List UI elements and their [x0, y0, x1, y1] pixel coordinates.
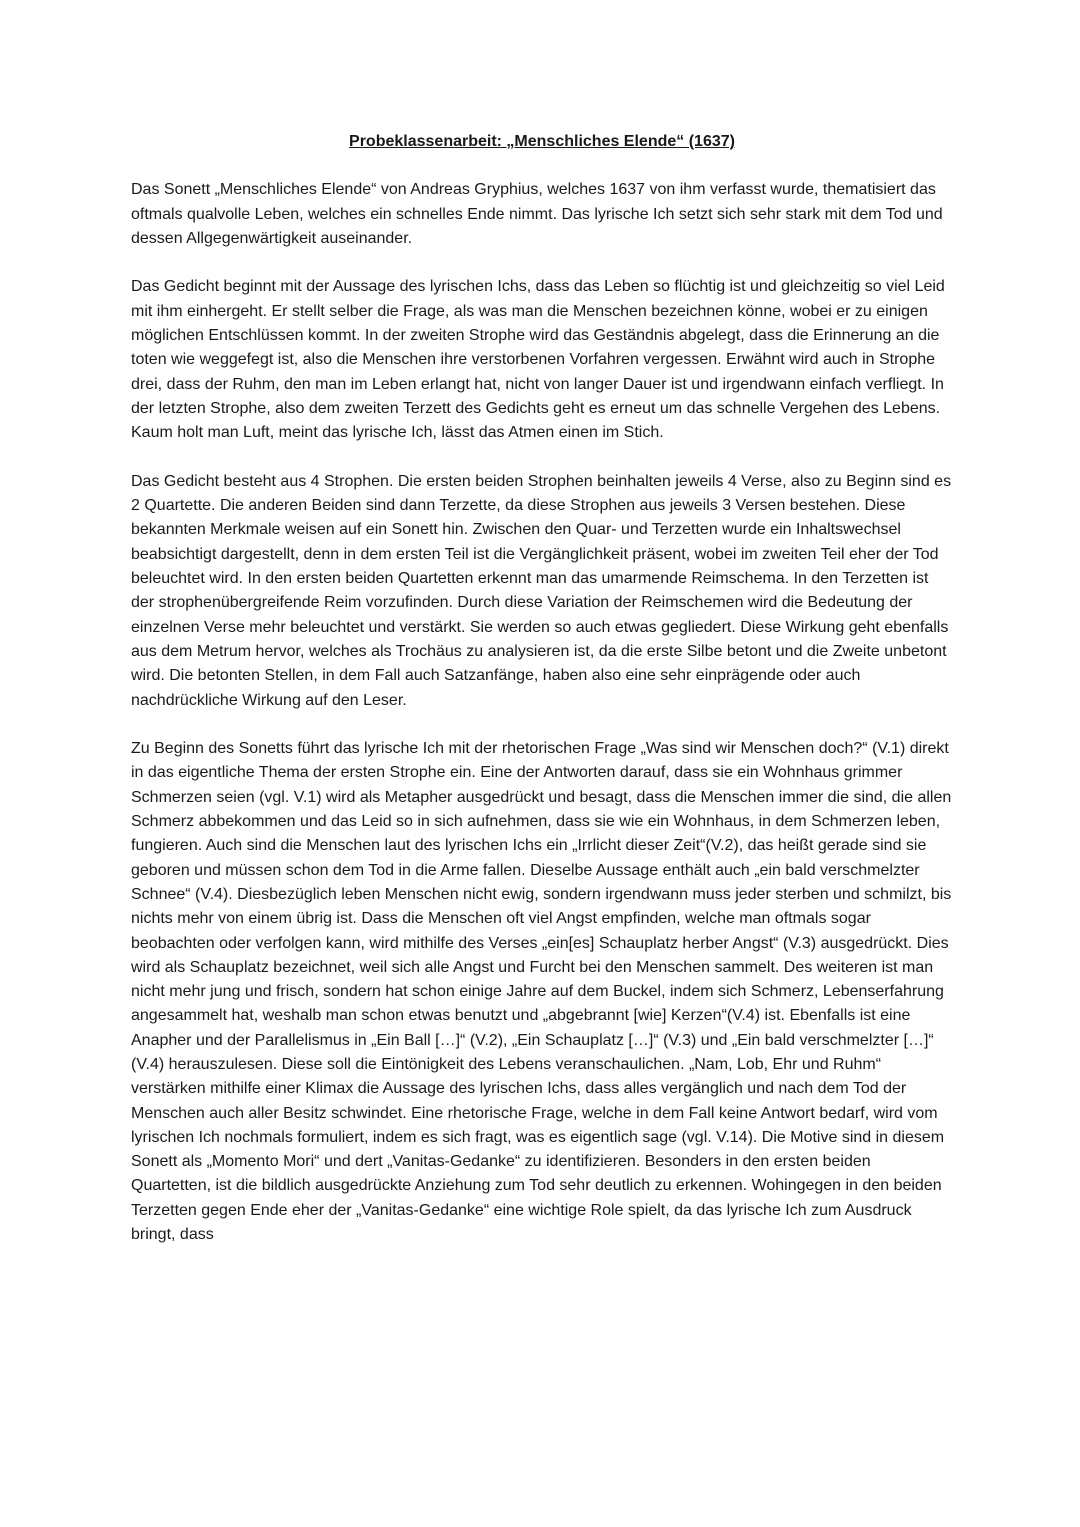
paragraph-content-summary: Das Gedicht beginnt mit der Aussage des lyrischen Ichs, dass das Leben so flüchtig ist und gleichzeitig so viel Leid mit ihm einhergeht. Er stellt selber die Frage, als was man die Menschen bezeichnen könne, wobei er zu einigen möglichen Entschlüssen kommt. In der zweiten Strophe wird das Geständnis abgelegt, dass die Erinnerung an die toten wie weggefegt ist, also die Menschen ihre verstorbenen Vorfahren vergessen. Erwähnt wird auch in Strophe drei, dass der Ruhm, den man im Leben erlangt hat, nicht von langer Dauer ist und irgendwann einfach verfliegt. In der letzten Strophe, also dem zweiten Terzett des Gedichts geht es erneut um das schnelle Vergehen des Lebens. Kaum holt man Luft, meint das lyrische Ich, lässt das Atmen einen im Stich. [131, 278, 945, 442]
document-title: Probeklassenarbeit: „Menschliches Elende“ (1637) [349, 133, 735, 150]
paragraph-introduction: Das Sonett „Menschliches Elende“ von Andreas Gryphius, welches 1637 von ihm verfasst wurde, thematisiert das oftmals qualvolle Leben, welches ein schnelles Ende nimmt. Das lyrische Ich setzt sich sehr stark mit dem Tod und dessen Allgegenwärtigkeit auseinander. [131, 181, 943, 247]
paragraph-form-analysis: Das Gedicht besteht aus 4 Strophen. Die ersten beiden Strophen beinhalten jeweils 4 Verse, also zu Beginn sind es 2 Quartette. Die anderen Beiden sind dann Terzette, da diese Strophen aus jeweils 3 Versen bestehen. Diese bekannten Merkmale weisen auf ein Sonett hin. Zwischen den Quar- und Terzetten wurde ein Inhaltswechsel beabsichtigt dargestellt, denn in dem ersten Teil ist die Vergänglichkeit präsent, wobei im zweiten Teil eher der Tod beleuchtet wird. In den ersten beiden Quartetten erkennt man das umarmende Reimschema. In den Terzetten ist der strophenübergreifende Reim vorzufinden. Durch diese Variation der Reimschemen wird die Bedeutung der einzelnen Verse mehr beleuchtet und verstärkt. Sie werden so auch etwas gegliedert. Diese Wirkung geht ebenfalls aus dem Metrum hervor, welches als Trochäus zu analysieren ist, da die erste Silbe betont und die Zweite unbetont wird. Die betonten Stellen, in dem Fall auch Satzanfänge, haben also eine sehr einprägende oder auch nachdrückliche Wirkung auf den Leser. [131, 472, 952, 709]
paragraph-language-analysis: Zu Beginn des Sonetts führt das lyrische Ich mit der rhetorischen Frage „Was sind wir Menschen doch?“ (V.1) direkt in das eigentliche Thema der ersten Strophe ein. Eine der Antworten darauf, dass sie ein Wohnhaus grimmer Schmerzen seien (vgl. V.1) wird als Metapher ausgedrückt und besagt, dass die Menschen immer die sind, die allen Schmerz abbekommen und das Leid so in sich aufnehmen, dass sie wie ein Wohnhaus, in dem Schmerzen leben, fungieren. Auch sind die Menschen laut des lyrischen Ichs ein „Irrlicht dieser Zeit“(V.2), das heißt gerade sind sie geboren und müssen schon dem Tod in die Arme fallen. Dieselbe Aussage enthält auch „ein bald verschmelzter Schnee“ (V.4). Diesbezüglich leben Menschen nicht ewig, sondern irgendwann muss jeder sterben und schmilzt, bis nichts mehr von einem übrig ist. Dass die Menschen oft viel Angst empfinden, welche man oftmals sogar beobachten oder verfolgen kann, wird mithilfe des Verses „ein[es] Schauplatz herber Angst“ (V.3) ausgedrückt. Dies wird als Schauplatz bezeichnet, weil sich alle Angst und Furcht bei den Menschen sammelt. Des weiteren ist man nicht mehr jung und frisch, sondern hat schon einige Jahre auf dem Buckel, indem sich Schmerz, Lebenserfahrung angesammelt hat, weshalb man schon etwas benutzt und „abgebrannt [wie] Kerzen“(V.4) ist. Ebenfalls ist eine Anapher und der Parallelismus in „Ein Ball […]“ (V.2), „Ein Schauplatz […]“ (V.3) und „Ein bald verschmelzter […]“ (V.4) herauszulesen. Diese soll die Eintönigkeit des Lebens veranschaulichen. „Nam, Lob, Ehr und Ruhm“ verstärken mithilfe einer Klimax die Aussage des lyrischen Ichs, dass alles vergänglich und nach dem Tod der Menschen auch aller Besitz schwindet. Eine rhetorische Frage, welche in dem Fall keine Antwort bedarf, wird vom lyrischen Ich nochmals formuliert, indem es sich fragt, was es eigentlich sage (vgl. V.14). Die Motive sind in diesem Sonett als „Momento Mori“ und dert „Vanitas-Gedanke“ zu identifizieren. Besonders in den ersten beiden Quartetten, ist die bildlich ausgedrückte Anziehung zum Tod sehr deutlich zu erkennen. Wohingegen in den beiden Terzetten gegen Ende eher der „Vanitas-Gedanke“ eine wichtige Role spielt, da das lyrische Ich zum Ausdruck bringt, dass [131, 740, 952, 1244]
document-page [131, 130, 953, 1272]
